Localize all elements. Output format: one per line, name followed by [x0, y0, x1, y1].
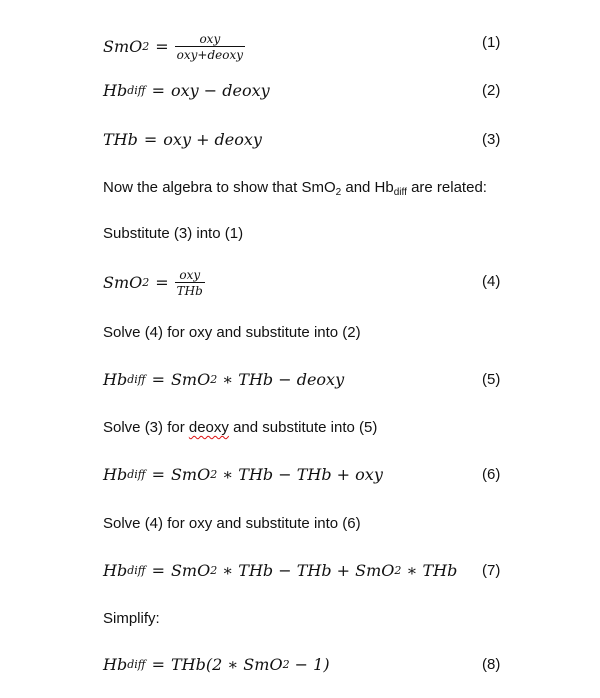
- equals-sign: =: [155, 37, 169, 56]
- equation-rhs-b: ∗ THb − deoxy: [217, 370, 345, 389]
- equation-lhs: Hb: [103, 81, 128, 100]
- equation-1: [0, 28, 600, 62]
- equation-number: (8): [482, 656, 501, 673]
- equation-number: (5): [482, 371, 501, 388]
- equation-rhs-b: ∗ THb − THb + oxy: [217, 465, 383, 484]
- equation-5: [0, 370, 600, 394]
- equation-7: [0, 561, 600, 585]
- equation-lhs: SmO: [103, 273, 143, 292]
- fraction-numerator: oxy: [199, 32, 221, 46]
- equation-1-expression: SmO 2 = $\frac{\text{oxy}}{\text{oxy+deoxy}}$: [103, 32, 244, 62]
- fraction-denominator: oxy+deoxy: [176, 48, 244, 62]
- step-simplify: Simplify:: [103, 610, 160, 627]
- fraction-denominator: THb: [176, 284, 203, 298]
- equation-lhs: Hb: [103, 655, 128, 674]
- equation-number: (4): [482, 273, 501, 290]
- equals-sign: =: [151, 465, 165, 484]
- intro-text-b: and Hb: [341, 179, 394, 196]
- equation-3: [0, 130, 600, 154]
- equation-8-expression: Hb diff = THb(2 ∗ SmO 2 − 1): [103, 655, 330, 674]
- equation-2: [0, 81, 600, 105]
- equation-8: [0, 655, 600, 679]
- equation-lhs: Hb: [103, 561, 128, 580]
- equation-lhs: THb: [103, 130, 138, 149]
- step3-text-a: Solve (3) for: [103, 419, 189, 436]
- equation-rhs-b: − 1): [289, 655, 330, 674]
- equation-number: (6): [482, 466, 501, 483]
- spellcheck-flagged-word[interactable]: deoxy: [188, 419, 229, 436]
- equals-sign: =: [143, 130, 158, 149]
- equation-rhs-a: SmO: [170, 370, 211, 389]
- equation-number: (3): [482, 131, 501, 148]
- step3-text-b: and substitute into (5): [228, 419, 378, 436]
- equation-4: [0, 266, 600, 300]
- equation-lhs: Hb: [103, 465, 128, 484]
- step-solve-3-into-5: [103, 418, 377, 438]
- intro-subscript-2: diff: [393, 187, 407, 198]
- equation-rhs-d: ∗ THb: [401, 561, 458, 580]
- equals-sign: =: [155, 273, 169, 292]
- equation-5-expression: Hb diff = SmO 2 ∗ THb − deoxy: [103, 370, 345, 389]
- fraction: [175, 268, 205, 298]
- intro-subscript-1: 2: [335, 187, 342, 198]
- equation-number: (2): [482, 82, 501, 99]
- fraction-numerator: oxy: [179, 268, 201, 282]
- step-solve-4-into-6: Solve (4) for oxy and substitute into (6): [103, 515, 361, 532]
- fraction: [175, 32, 245, 62]
- equals-sign: =: [151, 81, 165, 100]
- intro-text-a: Now the algebra to show that SmO: [103, 179, 336, 196]
- step-solve-4-into-2: Solve (4) for oxy and substitute into (2): [103, 324, 361, 341]
- equals-sign: =: [151, 561, 165, 580]
- equals-sign: =: [151, 655, 165, 674]
- step-substitute-3-into-1: Substitute (3) into (1): [103, 225, 244, 242]
- equation-7-expression: Hb diff = SmO 2 ∗ THb − THb + SmO 2 ∗ THb: [103, 561, 458, 580]
- equation-2-expression: Hb diff = oxy − deoxy: [103, 81, 270, 100]
- equation-rhs-b: ∗ THb − THb + SmO: [217, 561, 395, 580]
- equation-lhs: SmO: [103, 37, 143, 56]
- equation-rhs: oxy + deoxy: [163, 130, 262, 149]
- intro-paragraph: [103, 178, 487, 198]
- equation-4-expression: SmO 2 = $\frac{\text{oxy}}{\text{THb}}$: [103, 268, 203, 298]
- equation-rhs-a: SmO: [170, 465, 211, 484]
- equation-lhs: Hb: [103, 370, 128, 389]
- equation-6: [0, 465, 600, 489]
- equation-6-expression: Hb diff = SmO 2 ∗ THb − THb + oxy: [103, 465, 383, 484]
- equation-rhs: oxy − deoxy: [170, 81, 270, 100]
- equation-3-expression: [103, 130, 262, 150]
- equation-number: (1): [482, 34, 501, 51]
- equation-number: (7): [482, 562, 501, 579]
- intro-text-c: are related:: [406, 179, 487, 196]
- equation-rhs-a: THb(2 ∗ SmO: [170, 655, 283, 674]
- equation-rhs-a: SmO: [170, 561, 211, 580]
- equals-sign: =: [151, 370, 165, 389]
